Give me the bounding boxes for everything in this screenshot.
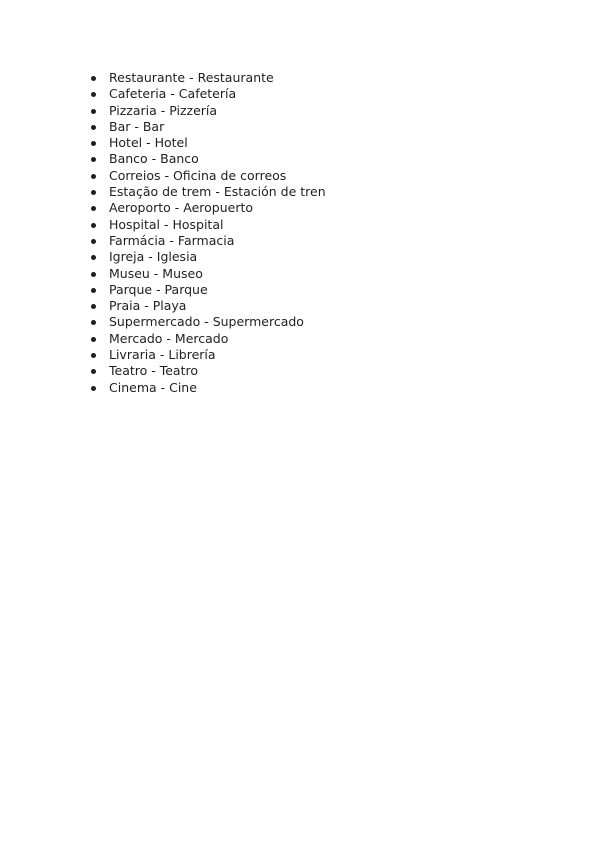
list-item-text: Supermercado - Supermercado (109, 314, 304, 330)
list-item-text: Praia - Playa (109, 298, 187, 314)
list-item-text: Estação de trem - Estación de tren (109, 184, 326, 200)
list-item (91, 347, 326, 363)
bullet-icon (91, 125, 96, 130)
list-item-text: Aeroporto - Aeropuerto (109, 200, 254, 216)
list-item (91, 184, 326, 200)
list-item (91, 119, 326, 135)
list-item-text: Hotel - Hotel (109, 135, 188, 151)
vocabulary-list (91, 70, 326, 396)
list-item-text: Teatro - Teatro (109, 363, 199, 379)
list-item-text: Museu - Museo (109, 265, 203, 281)
list-item (91, 363, 326, 379)
list-item (91, 70, 326, 86)
bullet-icon (91, 288, 96, 293)
list-item (91, 217, 326, 233)
bullet-icon (91, 320, 96, 325)
bullet-icon (91, 239, 96, 244)
list-item (91, 168, 326, 184)
list-item-text: Banco - Banco (109, 151, 199, 167)
list-item-text: Restaurante - Restaurante (109, 70, 274, 85)
list-item (91, 233, 326, 249)
list-item (91, 282, 326, 298)
list-item-text: Cafeteria - Cafetería (109, 86, 237, 102)
bullet-icon (91, 272, 96, 277)
bullet-icon (91, 337, 96, 342)
list-item-text: Mercado - Mercado (109, 330, 229, 346)
list-item (91, 151, 326, 167)
bullet-icon (91, 353, 96, 358)
list-item-text: Pizzaria - Pizzería (109, 102, 218, 118)
bullet-icon (91, 141, 96, 146)
bullet-icon (91, 206, 96, 211)
list-item (91, 380, 326, 396)
list-item-text: Bar - Bar (109, 118, 165, 134)
list-item (91, 200, 326, 216)
list-item-text: Livraria - Librería (109, 347, 216, 363)
list-item-text: Cinema - Cine (109, 379, 197, 395)
list-item-text: Hospital - Hospital (109, 216, 224, 232)
list-item-text: Correios - Oficina de correos (109, 167, 287, 183)
list-item (91, 298, 326, 314)
list-item (91, 249, 326, 265)
list-item-text: Igreja - Iglesia (109, 249, 198, 265)
bullet-icon (91, 109, 96, 114)
bullet-icon (91, 369, 96, 374)
list-item (91, 135, 326, 151)
bullet-icon (91, 92, 96, 97)
list-item-text: Farmácia - Farmacia (109, 232, 235, 248)
bullet-icon (91, 304, 96, 309)
bullet-icon (91, 174, 96, 179)
bullet-icon (91, 190, 96, 195)
bullet-icon (91, 157, 96, 162)
bullet-icon (91, 223, 96, 228)
bullet-icon (91, 76, 96, 81)
list-item (91, 314, 326, 330)
list-item (91, 331, 326, 347)
list-item (91, 103, 326, 119)
list-item-text: Parque - Parque (109, 281, 208, 297)
list-item (91, 266, 326, 282)
bullet-icon (91, 255, 96, 260)
list-item (91, 86, 326, 102)
bullet-icon (91, 386, 96, 391)
